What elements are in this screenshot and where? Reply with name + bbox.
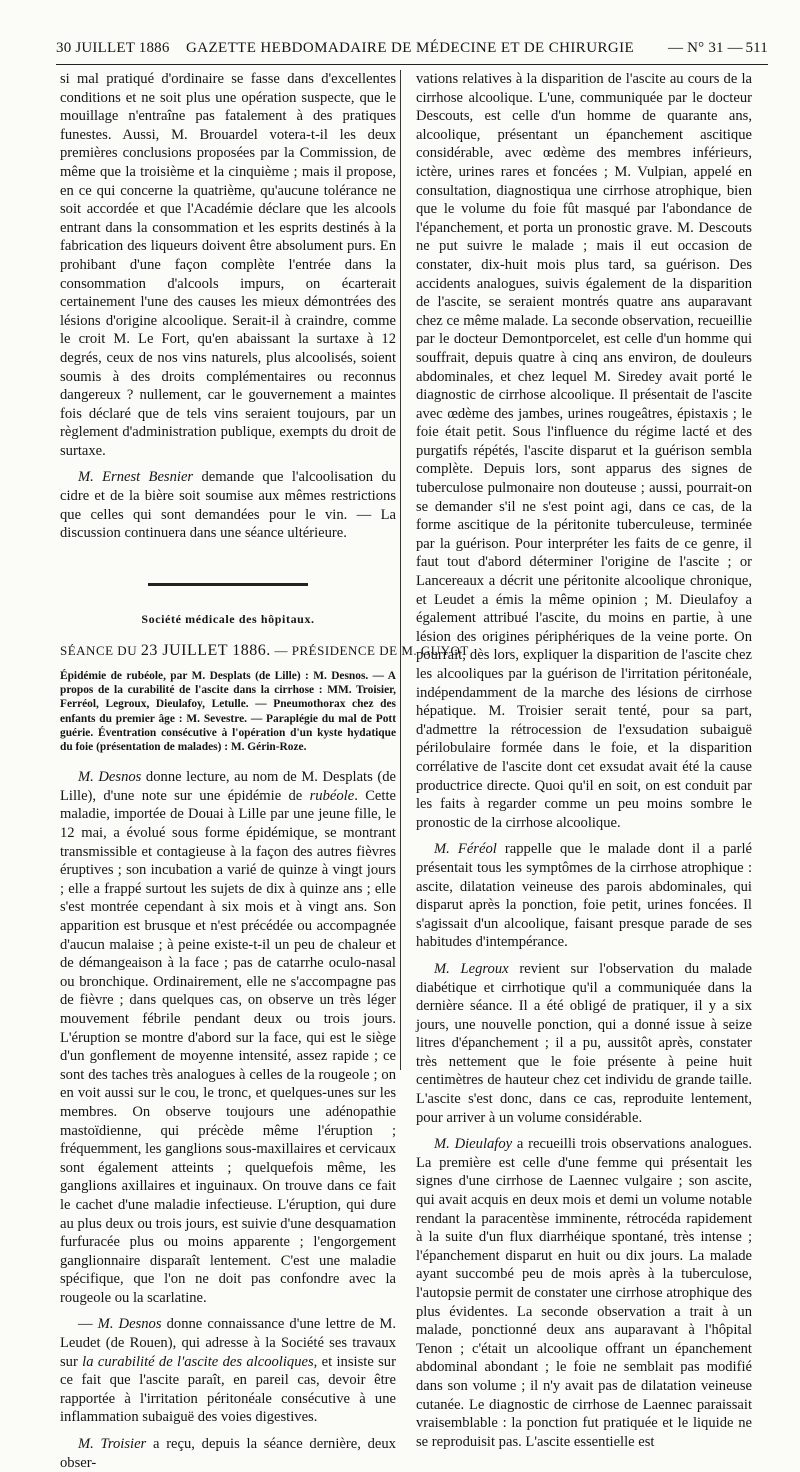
session-summary: Épidémie de rubéole, par M. Desplats (de Lille) : M. Desnos. — A propos de la curabilité de l'ascite dans la cirrhose : MM. Troisier, Ferréol, Legroux, Dieulafoy, Letulle. — Pneumothorax chez des enfants du premier âge : M. Sevestre. — Paraplégie du mal de Pott guérie. Éventration consécutive à l'opération d'un kyste hydatique du foie (présentation de malades) : M. Gérin-Roze. [60,670,396,754]
session-line [60,642,469,661]
paragraph-legroux [416,960,752,1127]
paragraph-text: demande que l'alcoolisation du cidre et de la bière soit soumise aux mêmes restrictions que celles qui sont demandées pour le vin. — La discussion continuera dans une séance ultérieure. [60,469,396,542]
speaker-name: M. Troisier [78,1436,147,1453]
italic-term: rubéole [309,787,355,804]
paragraph-text: a recueilli trois observations analogues. La première est celle d'une femme qui présentait les signes d'une cirrhose de Laennec vulgaire ; son ascite, qui avait acquis en deux mois et demi un volume notable rendant la paracentèse imminente, rétrocéda rapidement à la suite d'un flux diarrhéique spontané, très intense ; l'épanchement disparut en huit ou dix jours. La malade ayant succombé peu de mois après à la tuberculose, l'autopsie permit de constater une cirrhose atrophique des plus évidentes. La seconde observation a trait à un malade, ponctionné deux ans auparavant à l'hôpital Tenon ; c'était un alcoolique offrant un épanchement abdominal abondant ; le foie ne semblait pas modifié dans son volume ; il n'y avait pas de dilatation veineuse cutanée. Le diagnostic de cirrhose de Laennec paraissait vraisemblable : la ponction fut pratiquée et le liquide ne se reproduisit pas. L'ascite essentielle est [416,1136,752,1450]
section-heading: Société médicale des hôpitaux. [141,611,315,626]
header-issue-number: — N° 31 — [668,40,743,56]
speaker-name: M. Desnos [97,1316,162,1333]
session-presidency: — PRÉSIDENCE DE M. GUYOT [270,643,469,659]
speaker-name: M. Dieulafoy [434,1136,513,1153]
header-date: 30 JUILLET 1886 [56,40,170,56]
paragraph-brouardel: si mal pratiqué d'ordinaire se fasse dans d'excellentes conditions et ne soit plus une opération suspecte, que le mouillage n'entraîne pas fatalement à des pratiques funestes. Aussi, M. Brouardel votera-t-il les deux premières conclusions proposées par la Commission, de même que la troisième et la cinquième ; mais il propose, en ce qui concerne la quatrième, qu'aucune tolérance ne soit accordée et que l'Académie déclare que les alcools entrant dans la consommation et les esprits destinés à la fabrication des liqueurs doivent être absolument purs. En prohibant d'une façon complète l'entrée dans la consommation d'alcools impurs, on écarterait certainement l'une des causes les mieux démontrées des lésions d'origine alcoolique. Serait-il à craindre, comme le croit M. Le Fort, qu'en abaissant la surtaxe à 12 degrés, ceux de nos vins naturels, plus alcoolisés, soient soumis à des droits complémentaires ou reconnus dangereux ? nullement, car le gouvernement a maintes fois déclaré que de tels vins seraient toujours, par un règlement d'administration publique, exempts du droit de surtaxe. [60,71,396,459]
italic-title: la curabilité de l'ascite des alcooliques [82,1353,314,1370]
session-prefix: SÉANCE DU [60,643,141,659]
section-divider [148,583,308,586]
paragraph-text: a reçu, depuis la séance dernière, deux obser- [60,1436,396,1471]
paragraph-troisier [60,1435,396,1472]
paragraph-troisier-continued: vations relatives à la disparition de l'ascite au cours de la cirrhose alcoolique. L'une, communiquée par le docteur Descouts, est celle d'un homme de quarante ans, alcoolique, présentant un épanchement ascitique considérable, avec œdème des membres inférieurs, ictère, urines rares et foncées ; M. Vulpian, appelé en consultation, diagnostiqua une cirrhose atrophique, bien que le volume du foie fût masqué par l'abondance de l'épanchement, et porta un pronostic grave. M. Descouts ne put suivre le malade ; mais il eut occasion de constater, dix-huit mois plus tard, sa guérison. Des accidents analogues, suivis également de la disparition de l'ascite, se seraient montrés quatre ans auparavant chez ce même malade. La seconde observation, recueillie par le docteur Demontporcelet, est celle d'un homme qui souffrait, depuis quatre à cinq ans environ, de douleurs abdominales, et chez lequel M. Siredey avait porté le diagnostic de cirrhose alcoolique. Il présentait de l'ascite avec œdème des jambes, urines rougeâtres, épistaxis ; le foie était petit. Sous l'influence du régime lacté et des purgatifs répétés, l'ascite disparut et la guérison sembla complète. Depuis lors, sont apparus des signes de tuberculose pulmonaire non douteuse ; aussi, pourrait-on se demander s'il ne s'est point agi, dans ce cas, de la forme ascitique de la péritonite tuberculeuse, terminée par la guérison. Pour interpréter les faits de ce genre, il faut tout d'abord déterminer l'origine de l'ascite ; or Lancereaux a décrit une péritonite alcoolique chronique, et Leudet a émis la même opinion ; M. Dieulafoy a également attribué l'ascite, du moins en partie, à une lésion des origines périphériques de la veine porte. On pourrait, dès lors, expliquer la disparition de l'ascite chez les alcooliques par la guérison de l'irritation péritonéale, indépendamment de la marche des lésions de cirrhose hépatique. M. Troisier serait tenté, pour sa part, d'admettre la rétrocession de l'exsudation subaiguë périlobulaire formée dans le foie, et la disparition corrélative de l'ascite dont cet exsudat avait été la cause productrice directe. Quoi qu'il en soit, on est conduit par les faits à regarder comme un peu moins sombre le pronostic de la cirrhose alcoolique. [416,71,752,831]
header-journal-title: GAZETTE HEBDOMADAIRE DE MÉDECINE ET DE CHIRURGIE [186,40,635,56]
right-column [416,70,752,1451]
speaker-name: M. Legroux [434,960,509,977]
paragraph-fereol [416,840,752,952]
running-header [56,40,768,62]
paragraph-text: donne connaissance d'une lettre de M. Leudet (de Rouen), qui adresse à la Société ses travaux sur [60,1316,396,1370]
paragraph-text: , et insiste sur ce fait que l'ascite paraît, en pareil cas, devoir être rapportée à l'irritation péritonéale consécutive à une inflammation subaiguë des voies digestives. [60,1353,396,1426]
paragraph-desnos-rubeole [60,768,396,1307]
speaker-name: M. Ernest Besnier [78,469,194,486]
speaker-name: M. Féréol [434,841,497,858]
session-date: 23 JUILLET 1886. [140,642,271,660]
paragraph-text: revient sur l'observation du malade diabétique et cirrhotique qu'il a communiquée dans la dernière séance. Il a été obligé de pratiquer, il y a six jours, une nouvelle ponction, qui a donné issue à seize litres d'épanchement ; il a pu, aussitôt après, constater très nettement que le foie présente à peine huit centimètres de hauteur chez cet individu de grande taille. L'ascite s'est donc, dans ce cas, reproduite lentement, pour arriver à un volume considérable. [416,960,752,1126]
dash-prefix: — [78,1316,98,1333]
header-rule [56,64,768,65]
paragraph-dieulafoy [416,1135,752,1451]
paragraph-besnier [60,468,396,542]
paragraph-text: rappelle que le malade dont il a parlé présentait tous les symptômes de la cirrhose atrophique : ascite, dilatation veineuse des parois abdominales, qui disparut après la ponction, foie petit, urines foncées. Il s'agissait d'un alcoolique, faisant presque parade de ses habitudes d'intempérance. [416,841,753,951]
column-divider [400,70,401,1070]
paragraph-text: . Cette maladie, importée de Douai à Lille par une jeune fille, le 12 mai, a évolué sous forme épidémique, se montrant transmissible et contagieuse à la façon des autres fièvres éruptives ; son incubation a varié de quinze à vingt jours ; elle a frappé surtout les sujets de dix à quinze ans ; elle s'est montrée cependant à six mois et à vingt ans. Son apparition est brusque et n'est précédée ou accompagnée d'aucun malaise ; à peine existe-t-il un peu de chaleur et de démangeaison à la face ; pas de catarrhe oculo-nasal ou bronchique. Ordinairement, elle ne s'accompagne pas de fièvre ; dans quelques cas, on observe un très léger mouvement fébrile pendant deux ou trois jours. L'éruption se montre d'abord sur la face, qui est le siège d'un gonflement de moyenne intensité, assez rapide ; ce sont des taches très analogues à celles de la rougeole ; on en voit aussi sur le cou, le tronc, et quelques-unes sur les membres. On observe toujours une adénopathie mastoïdienne, qui précède même l'éruption ; fréquemment, les ganglions sous-maxillaires et cervicaux sont également atteints ; quelquefois même, les ganglions axillaires et inguinaux. On trouve dans ce fait le cachet d'une maladie infectieuse. L'éruption, qui dure au plus deux ou trois jours, est suivie d'une desquamation furfuracée plus ou moins apparente ; l'engorgement ganglionnaire disparaît lentement. C'est une maladie spécifique, que l'on ne doit pas confondre avec la rougeole ou la scarlatine. [60,787,396,1306]
header-page-number: 511 [745,40,768,56]
paragraph-text: donne lecture, au nom de M. Desplats (de Lille), d'une note sur une épidémie de [60,769,396,804]
speaker-name: M. Desnos [78,769,142,786]
paragraph-desnos-leudet [60,1315,396,1427]
